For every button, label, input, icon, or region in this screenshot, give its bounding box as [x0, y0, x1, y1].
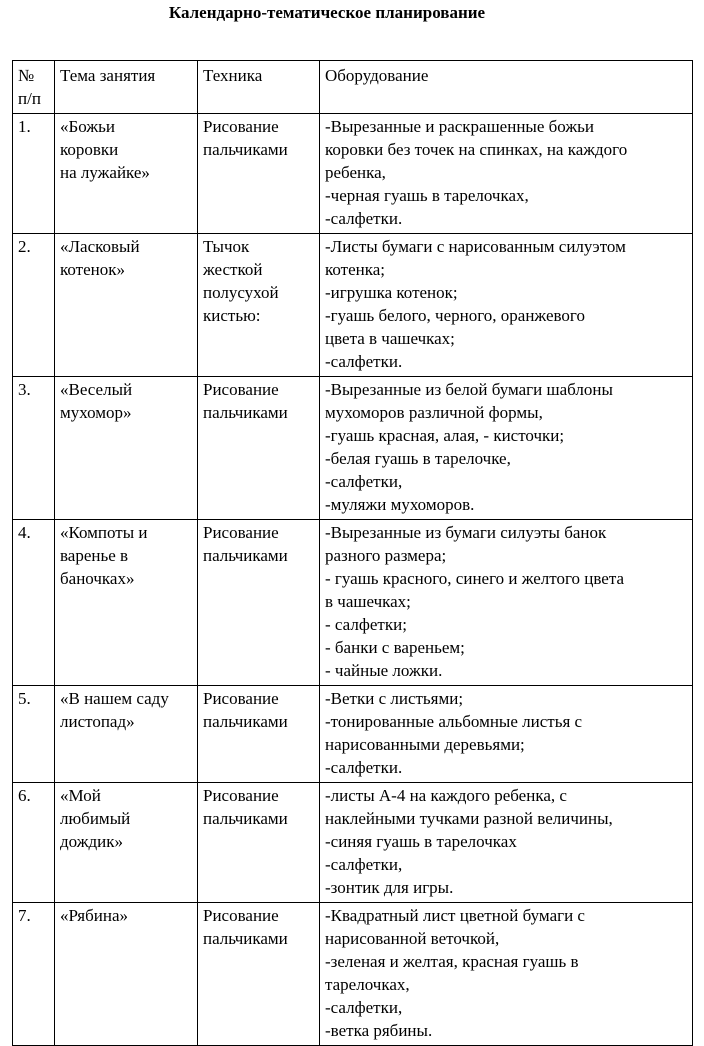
cell-equipment-line: -ветка рябины.	[325, 1021, 433, 1040]
cell-equipment-line: -Вырезанные из белой бумаги шаблоны	[325, 380, 613, 399]
cell-equipment	[320, 520, 693, 686]
cell-equipment-line: - салфетки;	[325, 615, 407, 634]
cell-num: 2.	[13, 234, 55, 377]
cell-equipment-line: - чайные ложки.	[325, 661, 443, 680]
table-row	[13, 234, 693, 377]
header-num	[13, 61, 55, 114]
cell-topic-line: дождик»	[60, 832, 123, 851]
cell-equipment-line: -Квадратный лист цветной бумаги с	[325, 906, 585, 925]
cell-topic-line: мухомор»	[60, 403, 132, 422]
cell-topic	[55, 903, 198, 1046]
table-row	[13, 903, 693, 1046]
cell-equipment-line: -зеленая и желтая, красная гуашь в	[325, 952, 579, 971]
cell-equipment-line: нарисованной веточкой,	[325, 929, 500, 948]
cell-num: 5.	[13, 686, 55, 783]
cell-topic-line: на лужайке»	[60, 163, 150, 182]
header-topic: Тема занятия	[55, 61, 198, 114]
cell-topic-line: «Мой	[60, 786, 101, 805]
cell-equipment	[320, 114, 693, 234]
cell-topic-line: «Компоты и	[60, 523, 148, 542]
table-row	[13, 783, 693, 903]
cell-technique-line: пальчиками	[203, 140, 288, 159]
cell-topic-line: листопад»	[60, 712, 135, 731]
cell-technique-line: жесткой	[203, 260, 263, 279]
cell-technique-line: кистью:	[203, 306, 261, 325]
cell-equipment-line: -Ветки с листьями;	[325, 689, 464, 708]
cell-equipment-line: -черная гуашь в тарелочках,	[325, 186, 529, 205]
planning-table	[12, 60, 693, 1046]
cell-equipment	[320, 783, 693, 903]
cell-equipment-line: -салфетки,	[325, 855, 403, 874]
cell-topic	[55, 234, 198, 377]
cell-equipment-line: нарисованными деревьями;	[325, 735, 525, 754]
cell-topic-line: котенок»	[60, 260, 126, 279]
cell-equipment-line: -Листы бумаги с нарисованным силуэтом	[325, 237, 626, 256]
table-row	[13, 520, 693, 686]
cell-equipment-line: -муляжи мухоморов.	[325, 495, 475, 514]
cell-topic	[55, 377, 198, 520]
cell-equipment-line: -Вырезанные из бумаги силуэты банок	[325, 523, 607, 542]
table-body	[13, 114, 693, 1046]
cell-technique	[198, 686, 320, 783]
cell-equipment-line: -гуашь белого, черного, оранжевого	[325, 306, 585, 325]
cell-equipment-line: -Вырезанные и раскрашенные божьи	[325, 117, 594, 136]
cell-technique	[198, 377, 320, 520]
cell-equipment-line: -зонтик для игры.	[325, 878, 454, 897]
cell-technique-line: Рисование	[203, 117, 279, 136]
cell-technique	[198, 783, 320, 903]
cell-num: 6.	[13, 783, 55, 903]
header-num-line: п/п	[18, 89, 41, 108]
cell-equipment-line: мухоморов различной формы,	[325, 403, 543, 422]
cell-topic	[55, 520, 198, 686]
title-text: Календарно-тематическое планирование	[168, 3, 486, 22]
cell-equipment-line: -салфетки,	[325, 472, 403, 491]
cell-num: 7.	[13, 903, 55, 1046]
table-header-row	[13, 61, 693, 114]
cell-equipment-line: -салфетки.	[325, 758, 403, 777]
cell-topic-line: коровки	[60, 140, 119, 159]
header-equipment: Оборудование	[320, 61, 693, 114]
cell-technique-line: пальчиками	[203, 809, 288, 828]
cell-technique	[198, 903, 320, 1046]
cell-equipment-line: - банки с вареньем;	[325, 638, 465, 657]
table-row	[13, 114, 693, 234]
cell-num: 4.	[13, 520, 55, 686]
table-row	[13, 377, 693, 520]
cell-equipment	[320, 377, 693, 520]
cell-equipment-line: -листы А-4 на каждого ребенка, с	[325, 786, 567, 805]
cell-technique-line: пальчиками	[203, 712, 288, 731]
cell-topic-line: баночках»	[60, 569, 135, 588]
header-technique: Техника	[198, 61, 320, 114]
cell-technique-line: Рисование	[203, 689, 279, 708]
cell-equipment	[320, 903, 693, 1046]
cell-technique	[198, 114, 320, 234]
cell-equipment-line: котенка;	[325, 260, 386, 279]
cell-equipment-line: коровки без точек на спинках, на каждого	[325, 140, 628, 159]
cell-topic	[55, 686, 198, 783]
header-num-line: №	[18, 66, 35, 85]
cell-equipment	[320, 686, 693, 783]
cell-technique-line: пальчиками	[203, 929, 288, 948]
cell-topic-line: варенье в	[60, 546, 129, 565]
cell-equipment-line: -салфетки.	[325, 209, 403, 228]
cell-equipment-line: -салфетки,	[325, 998, 403, 1017]
page-title	[0, 2, 704, 24]
cell-equipment	[320, 234, 693, 377]
cell-technique-line: Рисование	[203, 523, 279, 542]
cell-equipment-line: -салфетки.	[325, 352, 403, 371]
cell-equipment-line: - гуашь красного, синего и желтого цвета	[325, 569, 625, 588]
cell-equipment-line: -тонированные альбомные листья с	[325, 712, 583, 731]
cell-technique-line: Рисование	[203, 906, 279, 925]
cell-topic	[55, 114, 198, 234]
cell-equipment-line: -белая гуашь в тарелочке,	[325, 449, 511, 468]
cell-equipment-line: -игрушка котенок;	[325, 283, 458, 302]
cell-topic-line: «Веселый	[60, 380, 133, 399]
cell-num: 3.	[13, 377, 55, 520]
cell-technique-line: Тычок	[203, 237, 250, 256]
cell-equipment-line: -синяя гуашь в тарелочках	[325, 832, 517, 851]
cell-technique-line: пальчиками	[203, 403, 288, 422]
cell-topic-line: «В нашем саду	[60, 689, 169, 708]
cell-topic-line: «Ласковый	[60, 237, 140, 256]
cell-equipment-line: -гуашь красная, алая, - кисточки;	[325, 426, 565, 445]
table-row	[13, 686, 693, 783]
cell-technique	[198, 234, 320, 377]
cell-equipment-line: разного размера;	[325, 546, 447, 565]
cell-technique-line: Рисование	[203, 380, 279, 399]
cell-equipment-line: наклейными тучками разной величины,	[325, 809, 613, 828]
cell-topic-line: любимый	[60, 809, 131, 828]
cell-num: 1.	[13, 114, 55, 234]
cell-equipment-line: ребенка,	[325, 163, 386, 182]
cell-technique-line: полусухой	[203, 283, 279, 302]
cell-equipment-line: в чашечках;	[325, 592, 411, 611]
cell-technique	[198, 520, 320, 686]
cell-equipment-line: цвета в чашечках;	[325, 329, 455, 348]
cell-topic	[55, 783, 198, 903]
cell-equipment-line: тарелочках,	[325, 975, 410, 994]
cell-technique-line: пальчиками	[203, 546, 288, 565]
cell-topic-line: «Рябина»	[60, 906, 129, 925]
cell-technique-line: Рисование	[203, 786, 279, 805]
cell-topic-line: «Божьи	[60, 117, 115, 136]
